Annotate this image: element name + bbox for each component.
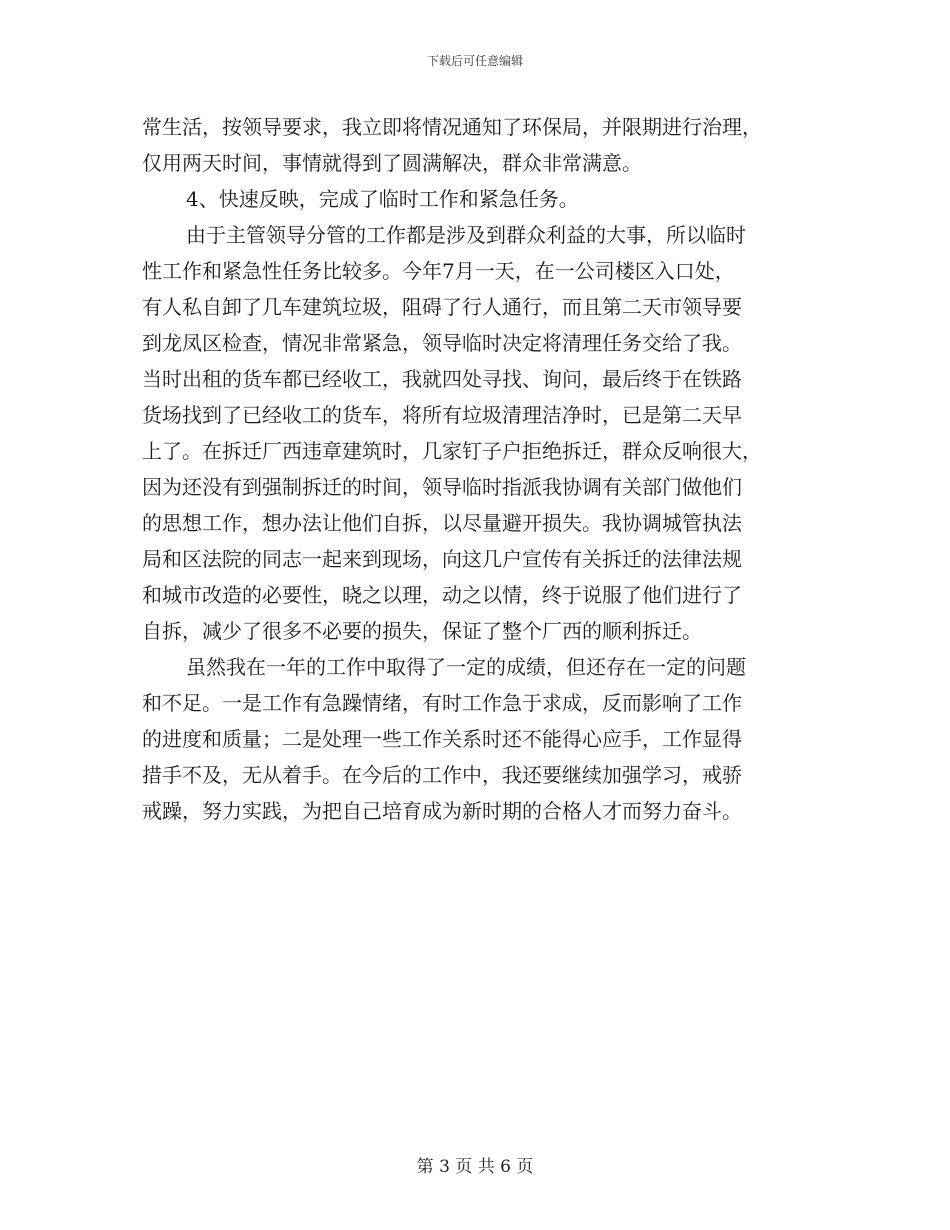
paragraph-first-line: 虽然我在一年的工作中取得了一定的成绩，但还存在一定的问题 [186, 655, 746, 679]
text-line: 因为还没有到强制拆迁的时间，领导临时指派我协调有关部门做他们 [142, 475, 742, 499]
text-line: 常生活，按领导要求，我立即将情况通知了环保局，并限期进行治理， [142, 115, 762, 139]
text-line: 和不足。一是工作有急躁情绪，有时工作急于求成，反而影响了工作 [142, 691, 742, 715]
text-line: 性工作和紧急性任务比较多。今年7月一天，在一公司楼区入口处， [142, 259, 735, 283]
text-line: 上了。在拆迁厂西违章建筑时，几家钉子户拒绝拆迁，群众反响很大， [142, 439, 762, 463]
section-heading: 4、快速反映，完成了临时工作和紧急任务。 [186, 187, 579, 211]
text-line: 措手不及，无从着手。在今后的工作中，我还要继续加强学习，戒骄 [142, 763, 742, 787]
paragraph-first-line: 由于主管领导分管的工作都是涉及到群众利益的大事，所以临时 [186, 223, 746, 247]
text-line: 有人私自卸了几车建筑垃圾，阻碍了行人通行，而且第二天市领导要 [142, 295, 742, 319]
text-line: 货场找到了已经收工的货车，将所有垃圾清理洁净时，已是第二天早 [142, 403, 742, 427]
text-line: 自拆，减少了很多不必要的损失，保证了整个厂西的顺利拆迁。 [142, 619, 702, 643]
page-header: 下载后可任意编辑 [426, 54, 523, 68]
text-line: 和城市改造的必要性，晓之以理，动之以情，终于说服了他们进行了 [142, 583, 742, 607]
text-line: 仅用两天时间，事情就得到了圆满解决，群众非常满意。 [142, 151, 642, 175]
text-line: 到龙凤区检查，情况非常紧急，领导临时决定将清理任务交给了我。 [142, 331, 742, 355]
text-line: 的思想工作，想办法让他们自拆，以尽量避开损失。我协调城管执法 [142, 511, 742, 535]
document-body [142, 109, 812, 829]
text-line: 戒躁，努力实践，为把自己培育成为新时期的合格人才而努力奋斗。 [142, 799, 742, 823]
page-number-footer: 第 3 页 共 6 页 [416, 1157, 534, 1177]
text-line: 局和区法院的同志一起来到现场，向这几户宣传有关拆迁的法律法规 [142, 547, 742, 571]
text-line: 的进度和质量；二是处理一些工作关系时还不能得心应手，工作显得 [142, 727, 742, 751]
text-line: 当时出租的货车都已经收工，我就四处寻找、询问，最后终于在铁路 [142, 367, 742, 391]
